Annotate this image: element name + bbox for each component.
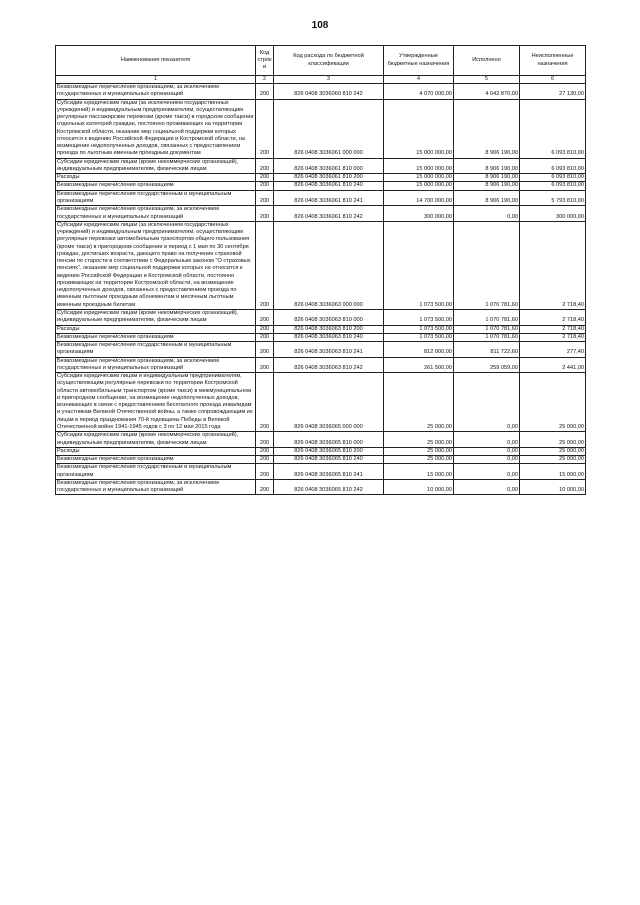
row-line-code: 200 bbox=[256, 190, 274, 206]
row-approved-amount: 10 000,00 bbox=[384, 479, 454, 495]
row-line-code: 200 bbox=[256, 221, 274, 309]
row-expense-code: 826 0408 3036063 810 241 bbox=[274, 342, 384, 358]
table-row bbox=[56, 373, 586, 432]
table-row bbox=[56, 99, 586, 158]
row-line-code: 200 bbox=[256, 206, 274, 222]
row-unexecuted-amount: 300 000,00 bbox=[520, 206, 586, 222]
row-expense-code: 826 0408 3036061 810 242 bbox=[274, 206, 384, 222]
column-number: 3 bbox=[274, 76, 384, 84]
row-line-code: 200 bbox=[256, 373, 274, 432]
row-unexecuted-amount: 2 718,40 bbox=[520, 325, 586, 333]
column-number: 6 bbox=[520, 76, 586, 84]
row-approved-amount: 25 000,00 bbox=[384, 447, 454, 455]
table-row bbox=[56, 221, 586, 309]
row-approved-amount: 25 000,00 bbox=[384, 373, 454, 432]
row-indicator-name: Субсидии юридическим лицам (кроме некоммерческих организаций), индивидуальным предпринимателям, физическим лицам bbox=[56, 309, 256, 325]
row-indicator-name: Расходы bbox=[56, 325, 256, 333]
table-row bbox=[56, 479, 586, 495]
row-indicator-name: Безвозмездные перечисления организациям, за исключением государственных и муниципальных организаций bbox=[56, 206, 256, 222]
row-expense-code: 826 0408 3036065 810 200 bbox=[274, 447, 384, 455]
row-executed-amount: 8 906 190,00 bbox=[454, 99, 520, 158]
table-row bbox=[56, 342, 586, 358]
table-header-row bbox=[56, 46, 586, 76]
header-line-code: Код строк и bbox=[256, 46, 274, 76]
row-executed-amount: 0,00 bbox=[454, 464, 520, 480]
table-row bbox=[56, 357, 586, 373]
row-approved-amount: 25 000,00 bbox=[384, 432, 454, 448]
table-row bbox=[56, 432, 586, 448]
row-executed-amount: 0,00 bbox=[454, 456, 520, 464]
column-number: 2 bbox=[256, 76, 274, 84]
row-unexecuted-amount: 15 000,00 bbox=[520, 464, 586, 480]
page-number: 108 bbox=[311, 20, 329, 31]
row-executed-amount: 0,00 bbox=[454, 206, 520, 222]
column-number: 1 bbox=[56, 76, 256, 84]
row-line-code: 200 bbox=[256, 342, 274, 358]
row-line-code: 200 bbox=[256, 447, 274, 455]
row-expense-code: 826 0408 3036063 810 000 bbox=[274, 309, 384, 325]
row-line-code: 200 bbox=[256, 174, 274, 182]
row-unexecuted-amount: 6 093 810,00 bbox=[520, 174, 586, 182]
column-number-row bbox=[56, 76, 586, 84]
table-row bbox=[56, 190, 586, 206]
row-expense-code: 826 0408 3036063 000 000 bbox=[274, 221, 384, 309]
row-unexecuted-amount: 2 441,00 bbox=[520, 357, 586, 373]
row-unexecuted-amount: 25 000,00 bbox=[520, 456, 586, 464]
row-indicator-name: Расходы bbox=[56, 447, 256, 455]
row-executed-amount: 8 906 190,00 bbox=[454, 190, 520, 206]
row-approved-amount: 812 000,00 bbox=[384, 342, 454, 358]
table-row bbox=[56, 158, 586, 174]
row-line-code: 200 bbox=[256, 479, 274, 495]
header-expense-code: Код расхода по бюджетной классификации bbox=[274, 46, 384, 76]
row-unexecuted-amount: 27 130,00 bbox=[520, 84, 586, 100]
table-row bbox=[56, 333, 586, 341]
row-executed-amount: 1 070 781,60 bbox=[454, 221, 520, 309]
header-approved: Утвержденные бюджетные назначения bbox=[384, 46, 454, 76]
column-number: 4 bbox=[384, 76, 454, 84]
row-indicator-name: Субсидии юридическим лицам (кроме некоммерческих организаций), индивидуальным предпринимателям, физическим лицам bbox=[56, 158, 256, 174]
row-expense-code: 826 0408 3036060 810 242 bbox=[274, 84, 384, 100]
row-approved-amount: 1 073 500,00 bbox=[384, 221, 454, 309]
row-indicator-name: Субсидии юридическим лицам и индивидуальным предпринимателям, осуществляющим регулярные перевозки по территории Костромской области автомобильным транспортом (кроме такси) в межмуниципальном и пригородном сообщении, на возмещение недополученных доходов, возникающих в связи с предоставлением бесплатного проезда инвалидам и участникам Великой Отечественной войны, а также сопровождающим их лицам в период празднования 70-й годовщины Победы в Великой Отечественной войне 1941-1945 годов с 3 по 12 мая 2015 года bbox=[56, 373, 256, 432]
row-indicator-name: Субсидии юридическим лицам (кроме некоммерческих организаций), индивидуальным предпринимателям, физическим лицам bbox=[56, 432, 256, 448]
row-expense-code: 826 0408 3036061 000 000 bbox=[274, 99, 384, 158]
row-approved-amount: 1 073 500,00 bbox=[384, 309, 454, 325]
row-unexecuted-amount: 6 093 810,00 bbox=[520, 182, 586, 190]
row-approved-amount: 1 073 500,00 bbox=[384, 333, 454, 341]
table-row bbox=[56, 309, 586, 325]
row-executed-amount: 259 059,00 bbox=[454, 357, 520, 373]
row-line-code: 200 bbox=[256, 158, 274, 174]
row-expense-code: 826 0408 3036061 810 241 bbox=[274, 190, 384, 206]
row-expense-code: 826 0408 3036063 810 200 bbox=[274, 325, 384, 333]
row-line-code: 200 bbox=[256, 432, 274, 448]
row-indicator-name: Безвозмездные перечисления государственным и муниципальным организациям bbox=[56, 464, 256, 480]
row-executed-amount: 0,00 bbox=[454, 373, 520, 432]
table-row bbox=[56, 174, 586, 182]
row-executed-amount: 8 906 190,00 bbox=[454, 158, 520, 174]
row-approved-amount: 300 000,00 bbox=[384, 206, 454, 222]
row-indicator-name: Безвозмездные перечисления организациям bbox=[56, 182, 256, 190]
row-executed-amount: 1 070 781,60 bbox=[454, 325, 520, 333]
row-indicator-name: Безвозмездные перечисления организациям, за исключением государственных и муниципальных организаций bbox=[56, 479, 256, 495]
row-indicator-name: Субсидии юридическим лицам (за исключением государственных учреждений) и индивидуальным предпринимателям, осуществляющим регулярные перевозки автомобильным транспортом общего пользования (кроме такси) в пригородном сообщении в период с 1 мая по 30 сентября граждан, достигших возраста, дающего право на получение страховой пенсии по старости в соответствии с Федеральным законом "О страховых пенсиях", оказание мер социальной поддержки которых не относится к ведению Российской Федерации и Костромской области, постоянно проживающих на территории Костромской области, на возмещение недополученных доходов, связанных с предоставлением проезда по именным льготным проездным абонементам и месячным льготным именным проездным билетам bbox=[56, 221, 256, 309]
row-executed-amount: 4 042 870,00 bbox=[454, 84, 520, 100]
row-indicator-name: Безвозмездные перечисления организациям, за исключением государственных и муниципальных организаций bbox=[56, 357, 256, 373]
row-expense-code: 826 0408 3036061 810 240 bbox=[274, 182, 384, 190]
row-approved-amount: 4 070 000,00 bbox=[384, 84, 454, 100]
row-executed-amount: 8 906 190,00 bbox=[454, 182, 520, 190]
row-approved-amount: 15 000,00 bbox=[384, 464, 454, 480]
row-line-code: 200 bbox=[256, 309, 274, 325]
row-approved-amount: 261 500,00 bbox=[384, 357, 454, 373]
row-indicator-name: Безвозмездные перечисления государственным и муниципальным организациям bbox=[56, 342, 256, 358]
table-row bbox=[56, 84, 586, 100]
budget-execution-table bbox=[55, 45, 586, 495]
table-row bbox=[56, 325, 586, 333]
table-row bbox=[56, 206, 586, 222]
row-unexecuted-amount: 2 718,40 bbox=[520, 309, 586, 325]
row-unexecuted-amount: 25 000,00 bbox=[520, 447, 586, 455]
header-executed: Исполнено bbox=[454, 46, 520, 76]
row-expense-code: 826 0408 3036065 810 000 bbox=[274, 432, 384, 448]
row-expense-code: 826 0408 3036065 000 000 bbox=[274, 373, 384, 432]
column-number: 5 bbox=[454, 76, 520, 84]
row-expense-code: 826 0408 3036065 810 240 bbox=[274, 456, 384, 464]
row-expense-code: 826 0408 3036063 810 242 bbox=[274, 357, 384, 373]
header-indicator-name: Наименование показателя bbox=[56, 46, 256, 76]
row-expense-code: 826 0408 3036061 810 200 bbox=[274, 174, 384, 182]
row-expense-code: 826 0408 3036065 810 241 bbox=[274, 464, 384, 480]
row-line-code: 200 bbox=[256, 99, 274, 158]
row-approved-amount: 1 073 500,00 bbox=[384, 325, 454, 333]
table-row bbox=[56, 456, 586, 464]
row-approved-amount: 15 000 000,00 bbox=[384, 99, 454, 158]
row-approved-amount: 15 000 000,00 bbox=[384, 158, 454, 174]
row-expense-code: 826 0408 3036061 810 000 bbox=[274, 158, 384, 174]
row-unexecuted-amount: 277,40 bbox=[520, 342, 586, 358]
row-executed-amount: 0,00 bbox=[454, 447, 520, 455]
row-line-code: 200 bbox=[256, 325, 274, 333]
row-executed-amount: 811 722,60 bbox=[454, 342, 520, 358]
row-executed-amount: 1 070 781,60 bbox=[454, 309, 520, 325]
row-executed-amount: 0,00 bbox=[454, 432, 520, 448]
row-expense-code: 826 0408 3036063 810 240 bbox=[274, 333, 384, 341]
row-line-code: 200 bbox=[256, 333, 274, 341]
table-row bbox=[56, 447, 586, 455]
row-approved-amount: 15 000 000,00 bbox=[384, 182, 454, 190]
row-line-code: 200 bbox=[256, 182, 274, 190]
row-line-code: 200 bbox=[256, 464, 274, 480]
row-unexecuted-amount: 25 000,00 bbox=[520, 373, 586, 432]
header-unexecuted: Неисполненные назначения bbox=[520, 46, 586, 76]
row-unexecuted-amount: 6 093 810,00 bbox=[520, 99, 586, 158]
row-unexecuted-amount: 2 718,40 bbox=[520, 333, 586, 341]
row-expense-code: 826 0408 3036065 810 242 bbox=[274, 479, 384, 495]
row-unexecuted-amount: 2 718,40 bbox=[520, 221, 586, 309]
row-executed-amount: 8 906 190,00 bbox=[454, 174, 520, 182]
row-unexecuted-amount: 10 000,00 bbox=[520, 479, 586, 495]
row-approved-amount: 14 700 000,00 bbox=[384, 190, 454, 206]
row-indicator-name: Расходы bbox=[56, 174, 256, 182]
row-unexecuted-amount: 5 793 810,00 bbox=[520, 190, 586, 206]
row-unexecuted-amount: 25 000,00 bbox=[520, 432, 586, 448]
row-line-code: 200 bbox=[256, 84, 274, 100]
row-indicator-name: Безвозмездные перечисления организациям bbox=[56, 333, 256, 341]
table-row bbox=[56, 182, 586, 190]
row-line-code: 200 bbox=[256, 357, 274, 373]
row-unexecuted-amount: 6 093 810,00 bbox=[520, 158, 586, 174]
row-approved-amount: 25 000,00 bbox=[384, 456, 454, 464]
row-executed-amount: 1 070 781,60 bbox=[454, 333, 520, 341]
row-executed-amount: 0,00 bbox=[454, 479, 520, 495]
table-body bbox=[56, 84, 586, 495]
row-indicator-name: Безвозмездные перечисления организациям, за исключением государственных и муниципальных организаций bbox=[56, 84, 256, 100]
row-line-code: 200 bbox=[256, 456, 274, 464]
row-indicator-name: Субсидии юридическим лицам (за исключением государственных учреждений) и индивидуальным предпринимателям, осуществляющим регулярные пассажирские перевозки (кроме такси) в городском сообщении отдельных категорий граждан, постоянно проживающих на территории Костромской области, оказание мер социальной поддержки которых относится к ведению Российской Федерации и Костромской области, на возмещение недополученных доходов, связанных с предоставлением проезда по льготным именным проездным документам bbox=[57, 99, 254, 157]
row-indicator-name: Безвозмездные перечисления организациям bbox=[56, 456, 256, 464]
table-row bbox=[56, 464, 586, 480]
row-approved-amount: 15 000 000,00 bbox=[384, 174, 454, 182]
row-indicator-name: Безвозмездные перечисления государственным и муниципальным организациям bbox=[56, 190, 256, 206]
